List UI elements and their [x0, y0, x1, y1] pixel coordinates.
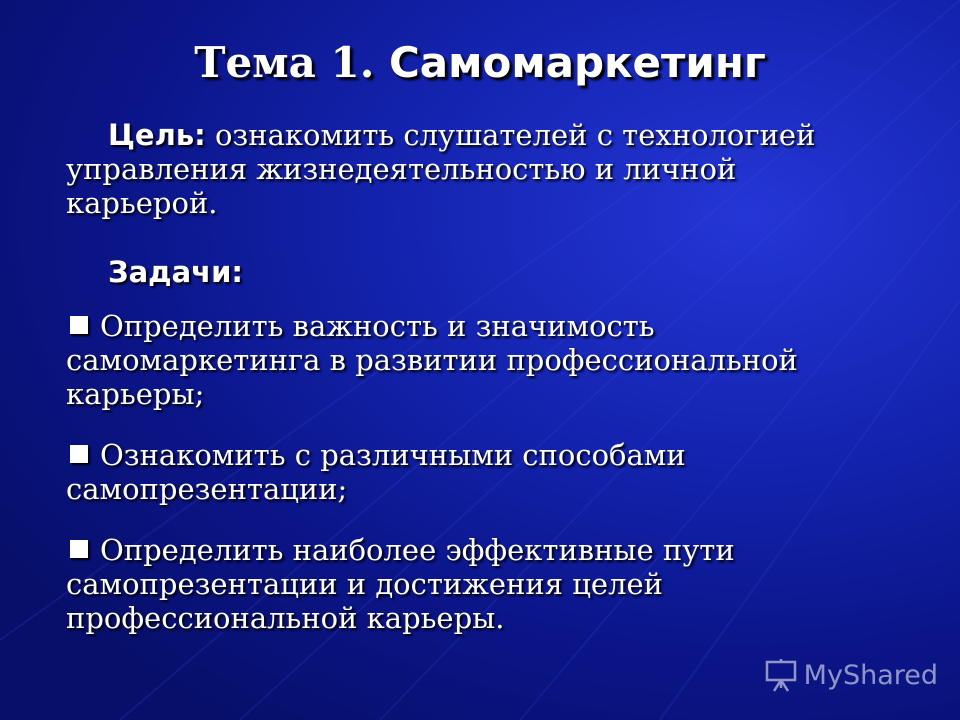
task-text: Определить важность и значимость самомаркетинга в развитии профессиональной карьеры;: [66, 309, 798, 411]
tasks-heading: [108, 255, 938, 289]
tasks-label: Задачи:: [108, 255, 243, 289]
goal-paragraph: [66, 118, 896, 220]
watermark: [764, 658, 938, 692]
task-item: [66, 309, 896, 411]
task-item: [66, 438, 896, 506]
title-main: Самомаркетинг: [388, 38, 766, 87]
goal-label: Цель:: [108, 118, 206, 152]
goal-text-rest: управления жизнедеятельностью и личной карьерой.: [66, 152, 737, 220]
task-text: Определить наиболее эффективные пути самопрезентации и достижения целей профессиональной карьеры.: [66, 533, 735, 635]
square-bullet-icon: [70, 316, 88, 334]
watermark-text: MyShared: [803, 659, 938, 691]
square-bullet-icon: [70, 540, 88, 558]
title-prefix: Тема 1.: [194, 38, 389, 87]
goal-first-line: [66, 118, 896, 152]
slide-title: [0, 38, 960, 87]
task-item: [66, 533, 896, 635]
square-bullet-icon: [70, 445, 88, 463]
task-text: Ознакомить с различными способами самопрезентации;: [66, 438, 686, 506]
presentation-board-icon: [764, 658, 798, 692]
goal-text-start: ознакомить слушателей с технологией: [205, 118, 816, 152]
